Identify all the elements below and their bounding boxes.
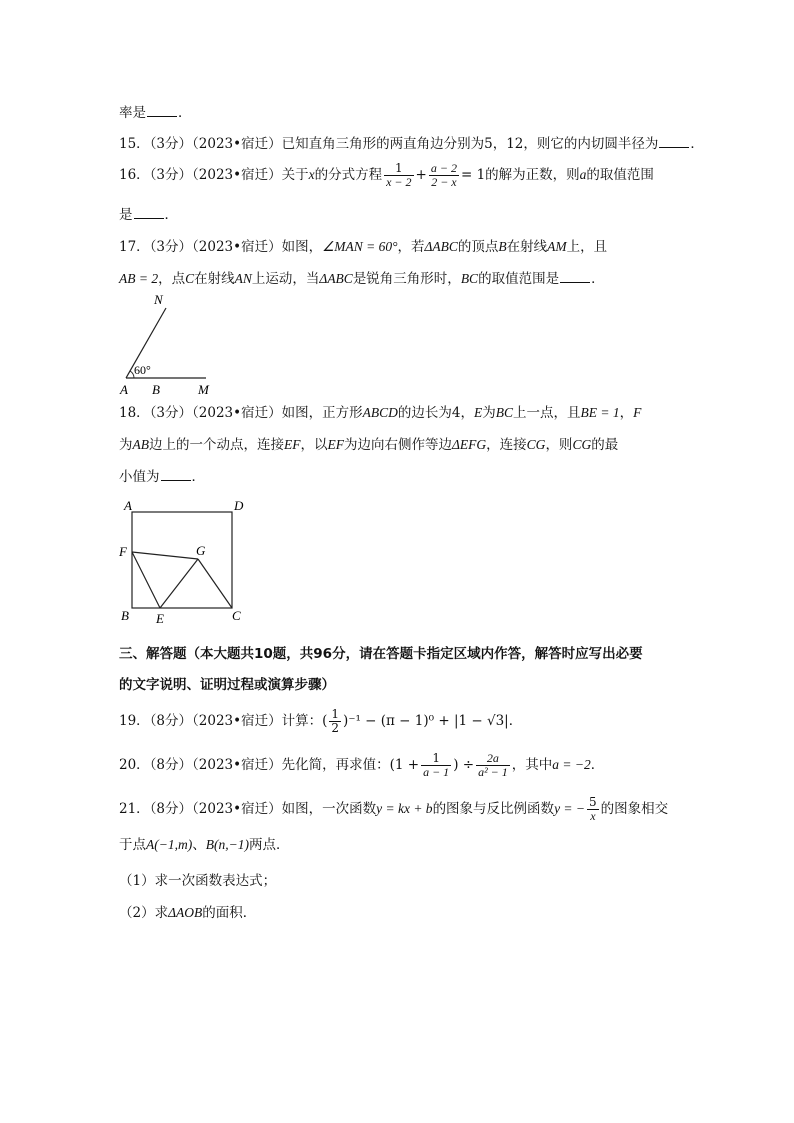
question-18-line3: 小值为 ．	[119, 469, 205, 485]
answer-blank	[147, 104, 177, 117]
answer-blank	[560, 270, 590, 283]
question-17: 17．（3分）（2023•宿迁）如图，∠MAN = 60°，若ΔABC的顶点B在射线AM上，且	[119, 239, 608, 255]
label-d: D	[234, 498, 244, 513]
label-60: 60°	[134, 363, 151, 377]
label-e: E	[156, 611, 164, 626]
seg-gc	[198, 559, 232, 608]
fraction: $\frac{1}{2}$	[331, 707, 340, 735]
label-f: F	[119, 544, 127, 559]
square-abcd	[132, 512, 232, 608]
label-a: A	[120, 382, 128, 397]
answer-blank	[161, 468, 191, 481]
question-16-line2: 是 ．	[119, 207, 178, 223]
question-21: 21．（8分）（2023•宿迁）如图，一次函数y = kx + b的图象与反比例函数y = − $\frac{5}{x}$ 的图象相交	[119, 795, 669, 823]
seg-eg	[160, 559, 198, 608]
fraction: $\frac{5}{x}$	[589, 795, 597, 823]
square-figure	[114, 496, 254, 628]
question-15: 15．（3分）（2023•宿迁）已知直角三角形的两直角边分别为5，12，则它的内切圆半径为 ．	[119, 136, 704, 152]
label-b: B	[121, 608, 129, 623]
question-21-sub2: （2）求ΔAOB的面积．	[119, 905, 257, 921]
label-n: N	[154, 292, 163, 307]
label-a: A	[124, 498, 132, 513]
section-3-heading: 三、解答题（本大题共10题，共96分，请在答题卡指定区域内作答，解答时应写出必要	[119, 646, 643, 662]
question-18-line2: 为AB边上的一个动点，连接EF，以EF为边向右侧作等边ΔEFG，连接CG，则CG的最	[119, 437, 619, 453]
question-17-line2: AB = 2，点C在射线AN上运动，当ΔABC是锐角三角形时，BC的取值范围是 ．	[119, 271, 605, 287]
section-3-heading-line2: 的文字说明、证明过程或演算步骤）	[119, 677, 335, 693]
question-19: 19．（8分）（2023•宿迁）计算：( $\frac{1}{2}$ )⁻¹ − (π − 1)⁰ + |1 − √3|．	[119, 707, 523, 735]
answer-blank	[659, 135, 689, 148]
question-16: 16．（3分）（2023•宿迁）关于x的分式方程 $\frac{1}{x - 2}$ + $\frac{a - 2}{2 - x}$ = 1的解为正数，则a的取值范围	[119, 161, 654, 189]
seg-fe	[132, 552, 160, 608]
fraction: $\frac{a - 2}{2 - x}$	[430, 161, 457, 189]
seg-fg	[132, 552, 198, 559]
fraction: $\frac{1}{a - 1}$	[423, 751, 450, 779]
label-c: C	[232, 608, 241, 623]
label-m: M	[198, 382, 209, 397]
q14-tail: 率是 ．	[119, 105, 192, 121]
label-b: B	[152, 382, 160, 397]
question-21-sub1: （1）求一次函数表达式；	[119, 873, 277, 889]
angle-figure	[114, 290, 224, 398]
question-20: 20．（8分）（2023•宿迁）先化简，再求值：(1 + $\frac{1}{a - 1}$ ) ÷ $\frac{2a}{\text{a² − 1}}$ ，其中a = −2．	[119, 751, 605, 779]
label-g: G	[196, 543, 206, 558]
question-21-line2: 于点A(−1,m)、B(n,−1)两点．	[119, 837, 290, 853]
answer-blank	[134, 206, 164, 219]
fraction: $\frac{2a}{\text{a² − 1}}$	[478, 751, 508, 779]
question-18: 18．（3分）（2023•宿迁）如图，正方形ABCD的边长为4，E为BC上一点，且BE = 1，F	[119, 405, 642, 421]
fraction: $\frac{1}{x - 2}$	[386, 161, 412, 189]
